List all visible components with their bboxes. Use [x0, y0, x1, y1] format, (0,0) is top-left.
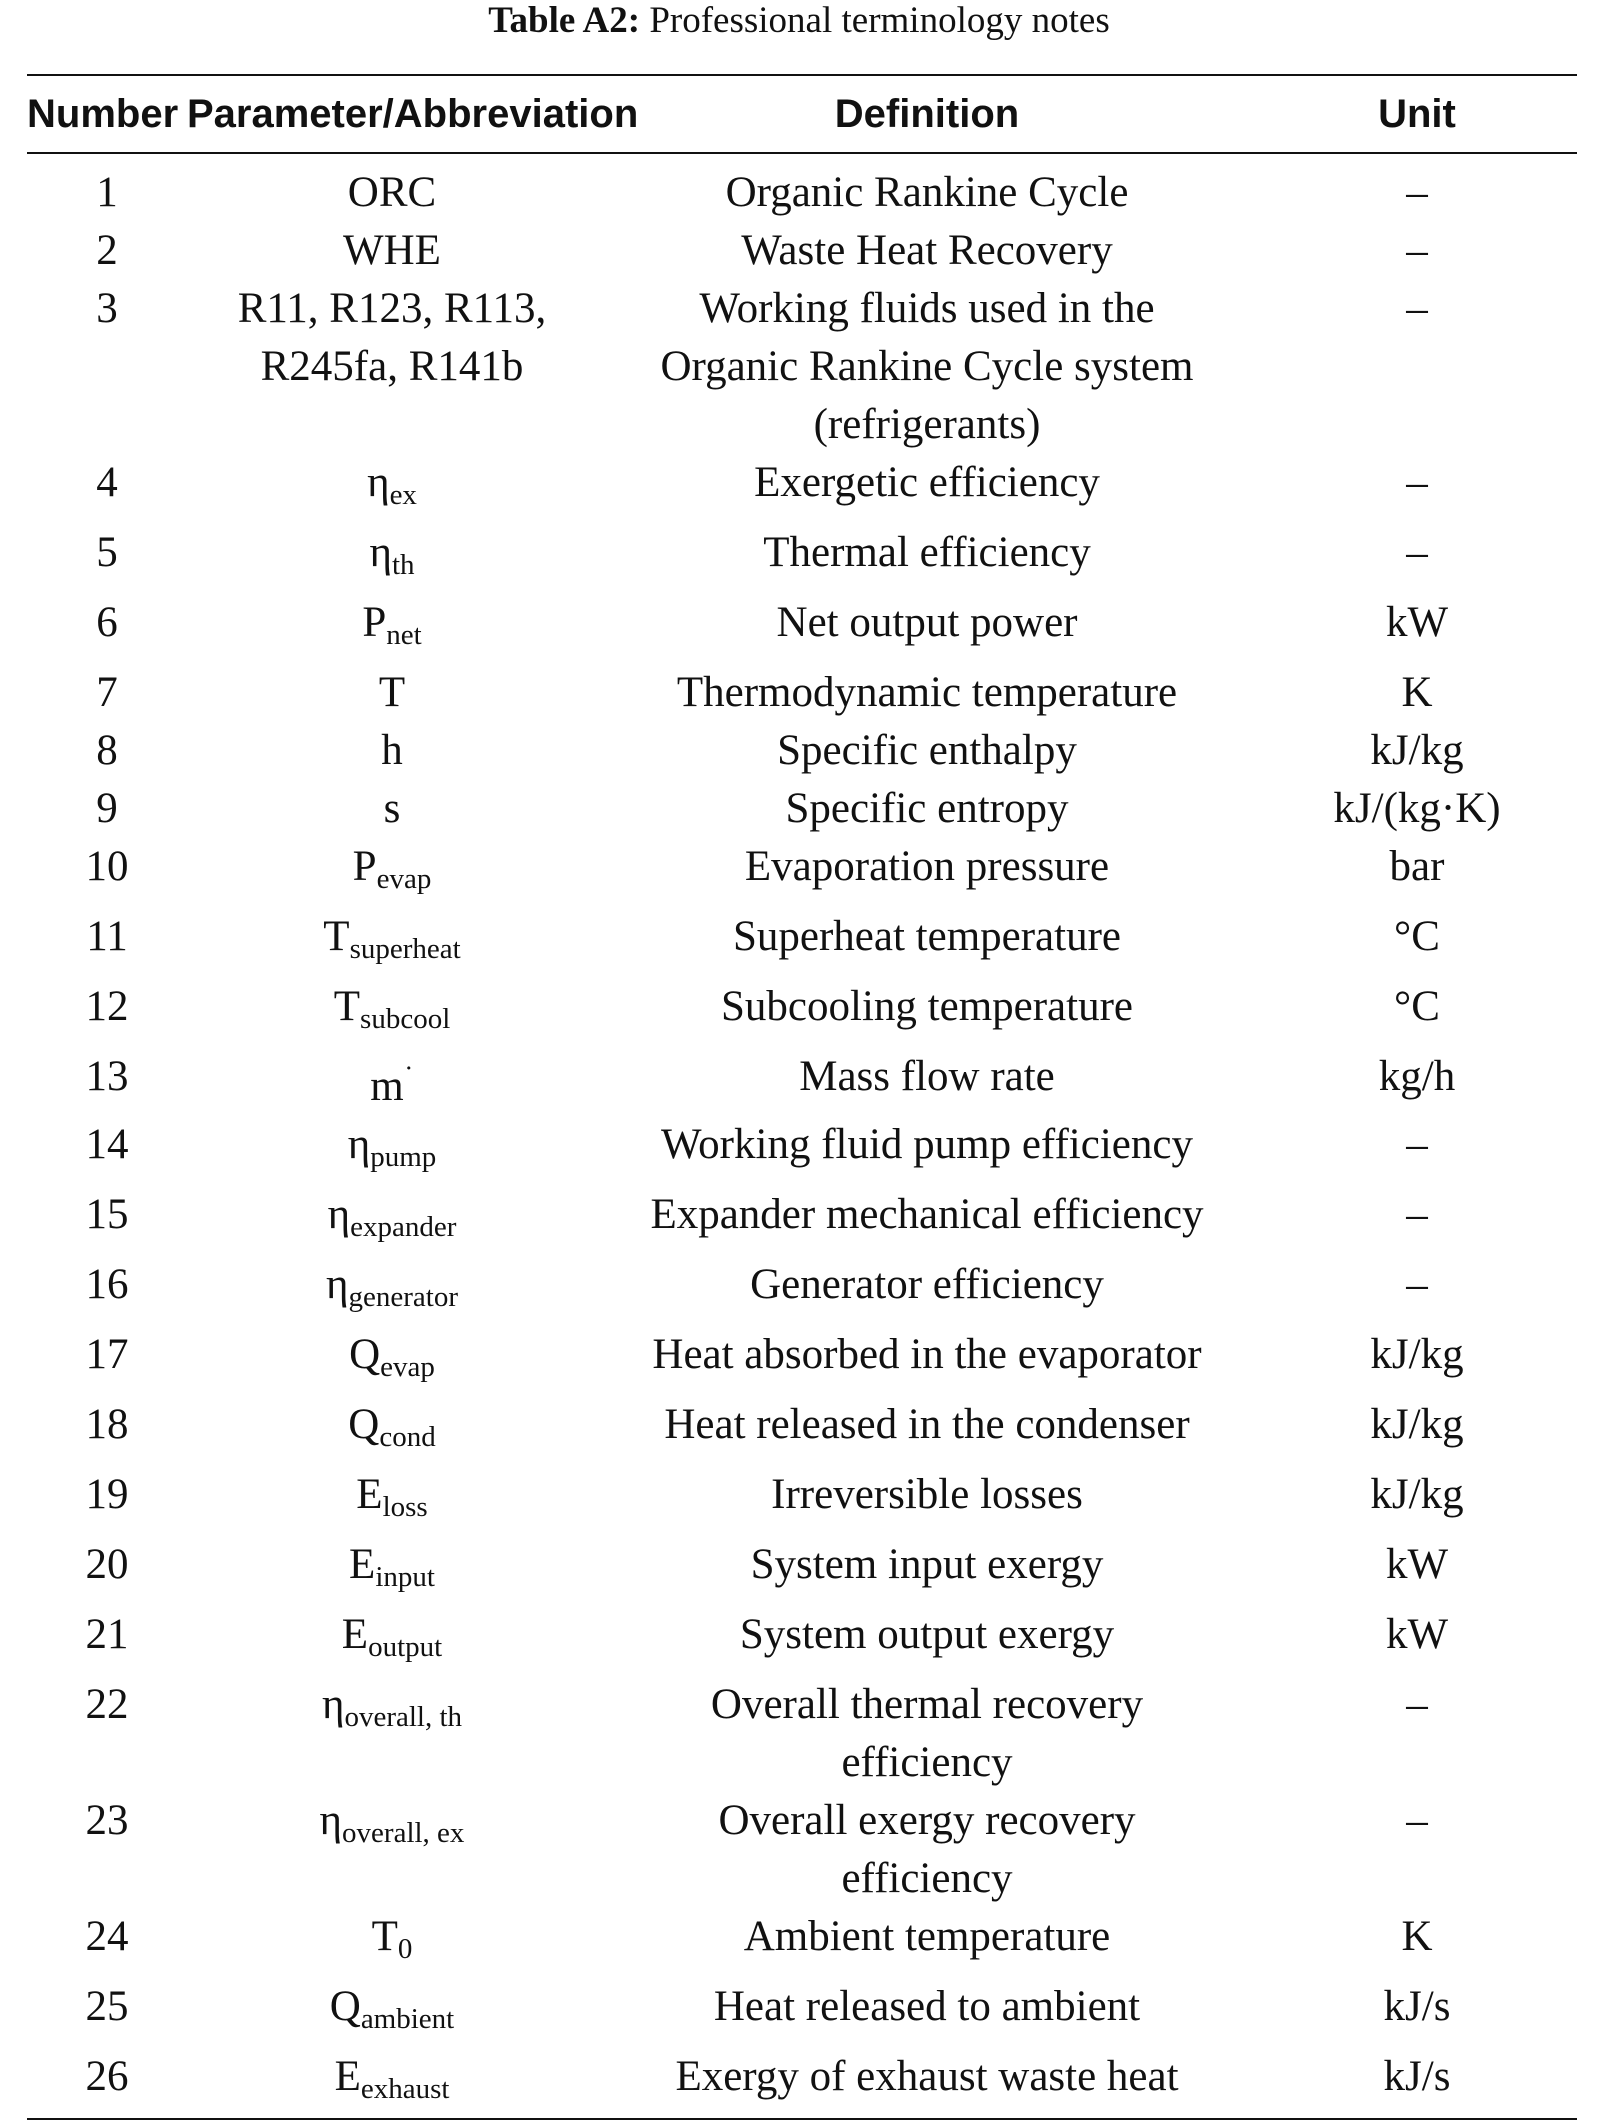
parameter-symbol: P [362, 599, 387, 646]
terminology-table [27, 74, 1577, 2120]
parameter-symbol: η [367, 459, 390, 506]
row-number: 7 [96, 669, 118, 716]
table-body [27, 153, 1577, 2119]
parameter-symbol: η [347, 1121, 371, 1168]
row-definition: Waste Heat Recovery [741, 227, 1113, 274]
parameter-symbol: E [356, 1471, 383, 1518]
table-row [27, 908, 1577, 978]
row-parameter [187, 1466, 597, 1536]
row-unit: kJ/kg [1370, 1401, 1464, 1448]
row-parameter [187, 280, 597, 454]
row-parameter [187, 1606, 597, 1676]
parameter-symbol: E [334, 2053, 361, 2100]
parameter-symbol: η [326, 1261, 349, 1308]
header-definition: Definition [597, 75, 1257, 153]
row-definition: Irreversible losses [771, 1471, 1083, 1518]
parameter-symbol: T [333, 983, 361, 1030]
row-number: 9 [96, 785, 118, 832]
parameter-subscript: superheat [349, 933, 461, 965]
parameter-subscript: evap [376, 863, 432, 895]
row-definition: Overall thermal recovery efficiency [710, 1681, 1144, 1786]
row-unit: – [1406, 529, 1428, 576]
row-unit: – [1406, 1681, 1428, 1728]
table-row [27, 664, 1577, 722]
row-definition: Ambient temperature [743, 1913, 1111, 1960]
parameter-subscript: th [391, 549, 415, 581]
row-definition: Subcooling temperature [721, 983, 1133, 1030]
row-parameter [187, 1978, 597, 2048]
row-number: 3 [96, 285, 118, 332]
parameter-subscript: input [375, 1561, 435, 1593]
row-number: 15 [85, 1191, 129, 1238]
table-row [27, 2048, 1577, 2119]
row-definition: System output exergy [739, 1611, 1115, 1658]
row-definition: Generator efficiency [750, 1261, 1104, 1308]
row-definition: Exergy of exhaust waste heat [597, 2048, 1257, 2119]
row-unit: – [1406, 1121, 1428, 1168]
row-unit: kJ/kg [1370, 727, 1464, 774]
row-unit: kJ/kg [1370, 1331, 1464, 1378]
row-definition: Working fluids used in the Organic Rankine Cycle system (refrigerants) [660, 285, 1194, 448]
parameter-symbol: Q [329, 1983, 361, 2030]
parameter-symbol: E [341, 1611, 369, 1658]
table-row [27, 1792, 1577, 1908]
table-row [27, 780, 1577, 838]
parameter-symbol: T [323, 913, 350, 960]
table-row [27, 1606, 1577, 1676]
row-number: 19 [85, 1471, 129, 1518]
row-definition: Heat released to ambient [713, 1983, 1141, 2030]
table-row [27, 978, 1577, 1048]
table-row [27, 594, 1577, 664]
row-number: 13 [85, 1053, 129, 1100]
table-row [27, 1466, 1577, 1536]
row-number: 24 [85, 1913, 129, 1960]
row-number: 14 [85, 1121, 129, 1168]
parameter-symbol: m [370, 1063, 404, 1110]
row-number: 18 [85, 1401, 129, 1448]
row-unit: K [1401, 1913, 1433, 1960]
parameter-symbol: η [327, 1191, 351, 1238]
parameter-symbol: E [349, 1541, 376, 1588]
row-parameter [187, 1186, 597, 1256]
row-unit: – [1406, 459, 1428, 506]
row-definition: Overall exergy recovery efficiency [718, 1797, 1136, 1902]
row-parameter [187, 978, 597, 1048]
row-unit: kW [1385, 599, 1449, 646]
row-unit: °C [1394, 913, 1440, 960]
table-row [27, 1676, 1577, 1792]
row-definition: Thermodynamic temperature [676, 669, 1178, 716]
row-number: 21 [85, 1611, 129, 1658]
parameter-subscript: generator [348, 1281, 458, 1313]
parameter-subscript: exhaust [360, 2073, 450, 2105]
row-parameter [187, 594, 597, 664]
parameter-symbol: h [381, 727, 403, 774]
row-parameter [187, 1396, 597, 1466]
row-unit: °C [1394, 983, 1440, 1030]
row-unit: – [1406, 285, 1428, 332]
parameter-subscript: 0 [397, 1933, 413, 1965]
row-number: 5 [96, 529, 118, 576]
parameter-subscript: ambient [360, 2003, 455, 2035]
parameter-subscript: evap [380, 1351, 435, 1383]
parameter-subscript: overall, th [344, 1701, 463, 1733]
row-number: 4 [96, 459, 118, 506]
row-parameter [187, 908, 597, 978]
row-number: 10 [85, 843, 129, 890]
row-definition: Heat absorbed in the evaporator [652, 1331, 1202, 1378]
parameter-symbol: WHE [343, 227, 441, 274]
row-definition: Superheat temperature [732, 913, 1121, 960]
row-number: 12 [85, 983, 129, 1030]
parameter-subscript: overall, ex [342, 1817, 465, 1849]
parameter-symbol: s [383, 785, 401, 832]
row-number: 2 [96, 227, 118, 274]
row-parameter [187, 1676, 597, 1792]
row-definition: Mass flow rate [799, 1053, 1055, 1100]
row-parameter [187, 2048, 597, 2119]
table-row [27, 1116, 1577, 1186]
row-parameter [187, 454, 597, 524]
row-unit: – [1406, 1261, 1428, 1308]
row-number: 20 [85, 1541, 129, 1588]
caption-label: Table A2: [488, 0, 641, 41]
parameter-subscript: output [368, 1631, 443, 1663]
row-number: 8 [96, 727, 118, 774]
row-unit: – [1406, 169, 1428, 216]
row-parameter [187, 1256, 597, 1326]
parameter-symbol: Q [349, 1331, 381, 1378]
parameter-symbol: T [371, 1913, 398, 1960]
table-row [27, 1536, 1577, 1606]
row-parameter [187, 664, 597, 722]
row-unit: – [1406, 1797, 1428, 1844]
row-parameter [187, 524, 597, 594]
parameter-symbol: P [352, 843, 377, 890]
row-definition: Net output power [776, 599, 1078, 646]
row-definition: Specific enthalpy [777, 727, 1077, 774]
row-unit: kW [1385, 1541, 1449, 1588]
row-number: 16 [85, 1261, 129, 1308]
row-parameter [187, 1048, 597, 1116]
parameter-symbol: η [319, 1797, 343, 1844]
row-definition: Working fluid pump efficiency [661, 1121, 1193, 1168]
parameter-subscript: ex [389, 479, 417, 511]
parameter-subscript: pump [370, 1141, 437, 1173]
row-number: 26 [27, 2048, 187, 2119]
row-definition: Heat released in the condenser [664, 1401, 1190, 1448]
parameter-symbol: η [369, 529, 392, 576]
table-row [27, 222, 1577, 280]
table-row [27, 838, 1577, 908]
row-number: 25 [85, 1983, 129, 2030]
parameter-subscript: net [386, 619, 422, 651]
table-row [27, 1256, 1577, 1326]
row-unit: kJ/s [1257, 2048, 1577, 2119]
row-unit: kJ/s [1383, 1983, 1451, 2030]
row-number: 6 [96, 599, 118, 646]
parameter-symbol: ORC [347, 169, 437, 216]
row-parameter [187, 1326, 597, 1396]
parameter-symbol: T [378, 669, 406, 716]
row-number: 11 [86, 913, 128, 960]
table-row [27, 1186, 1577, 1256]
row-unit: kJ/(kg·K) [1333, 785, 1501, 832]
header-number: Number [27, 75, 187, 153]
table-row [27, 153, 1577, 222]
table-row [27, 1396, 1577, 1466]
parameter-subscript: loss [382, 1491, 428, 1523]
row-definition: Expander mechanical efficiency [650, 1191, 1204, 1238]
row-unit: kg/h [1378, 1053, 1456, 1100]
table-row [27, 524, 1577, 594]
parameter-symbol: R11, R123, R113, R245fa, R141b [237, 285, 547, 390]
table-row [27, 1048, 1577, 1116]
row-unit: – [1406, 227, 1428, 274]
row-number: 22 [85, 1681, 129, 1728]
row-parameter [187, 222, 597, 280]
row-number: 1 [96, 169, 118, 216]
row-parameter [187, 1908, 597, 1978]
row-definition: Evaporation pressure [744, 843, 1110, 890]
parameter-symbol: η [321, 1681, 345, 1728]
row-definition: Exergetic efficiency [754, 459, 1100, 506]
table-row [27, 1908, 1577, 1978]
table-caption [0, 0, 1598, 42]
row-unit: kJ/kg [1370, 1471, 1464, 1518]
table-row [27, 1978, 1577, 2048]
table-row [27, 454, 1577, 524]
parameter-subscript: cond [379, 1421, 436, 1453]
row-definition: Thermal efficiency [763, 529, 1091, 576]
parameter-symbol: Q [348, 1401, 380, 1448]
row-parameter [187, 1536, 597, 1606]
row-definition: Specific entropy [785, 785, 1069, 832]
parameter-dot: ˙ [403, 1060, 414, 1093]
table-header [27, 75, 1577, 153]
row-unit: bar [1389, 843, 1445, 890]
table-row [27, 280, 1577, 454]
row-parameter [187, 1792, 597, 1908]
row-unit: – [1406, 1191, 1428, 1238]
table-row [27, 722, 1577, 780]
header-parameter: Parameter/Abbreviation [187, 75, 597, 153]
row-number: 23 [85, 1797, 129, 1844]
caption-text: Professional terminology notes [649, 0, 1110, 41]
row-definition: System input exergy [750, 1541, 1104, 1588]
row-parameter [187, 780, 597, 838]
row-parameter [187, 838, 597, 908]
row-unit: kW [1385, 1611, 1449, 1658]
parameter-subscript: subcool [360, 1003, 451, 1035]
row-number: 17 [85, 1331, 129, 1378]
row-parameter [187, 722, 597, 780]
header-unit: Unit [1257, 75, 1577, 153]
table-row [27, 1326, 1577, 1396]
row-parameter [187, 153, 597, 222]
row-parameter [187, 1116, 597, 1186]
row-unit: K [1401, 669, 1433, 716]
row-definition: Organic Rankine Cycle [725, 169, 1129, 216]
parameter-subscript: expander [350, 1211, 457, 1243]
